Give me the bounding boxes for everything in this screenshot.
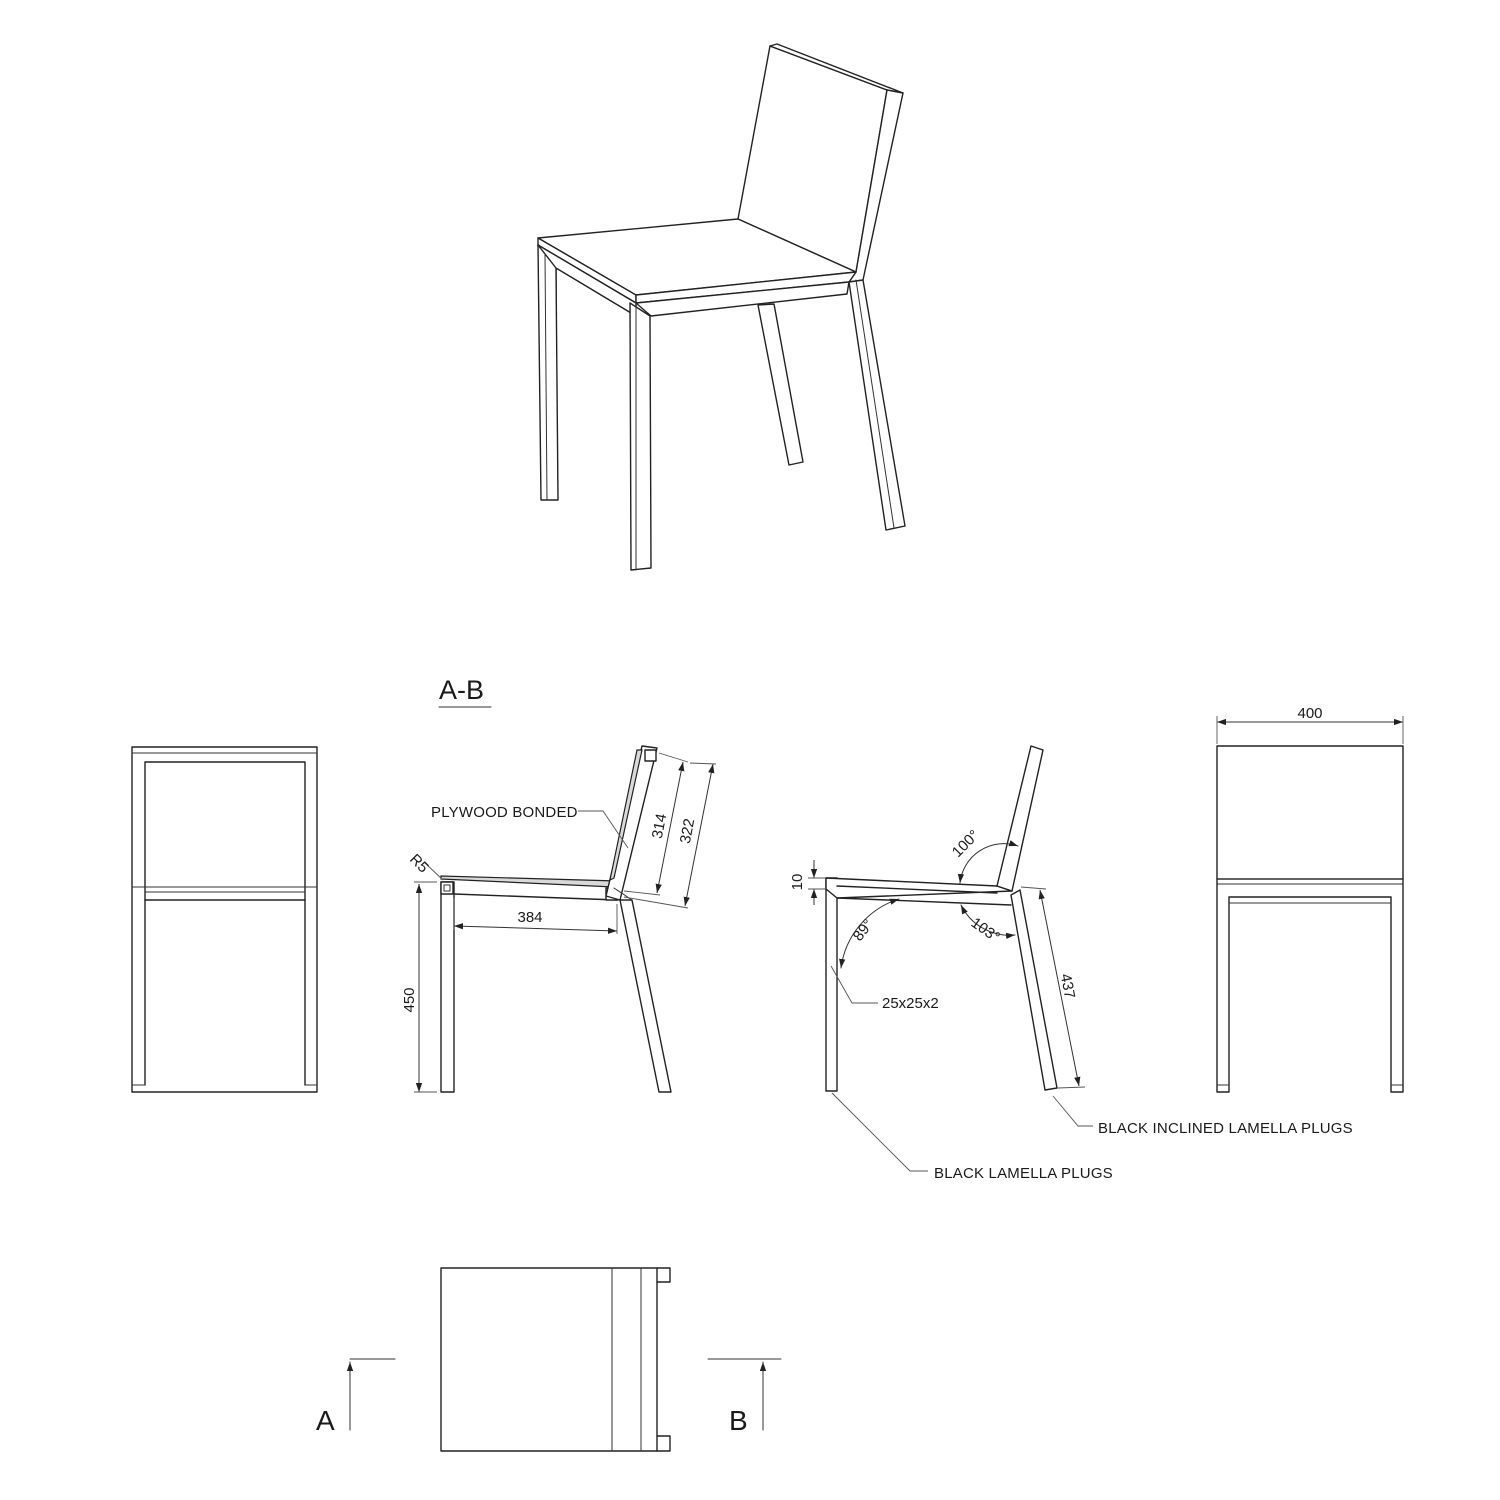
angle-back: 100° [948, 826, 983, 861]
section-view [401, 746, 716, 1092]
dim-seat-depth: 384 [517, 909, 543, 926]
note-profile: 25x25x2 [882, 995, 939, 1012]
angle-front-leg: 89° [849, 916, 878, 945]
marker-b-label: B [729, 1405, 748, 1436]
front-view [132, 747, 317, 1092]
dim-seat-thickness: 10 [789, 873, 806, 891]
dim-corner-radius: R5 [406, 850, 432, 877]
dim-rear-leg: 437 [1056, 972, 1079, 1001]
plan-view [441, 1268, 670, 1451]
note-inclined-plugs: BLACK INCLINED LAMELLA PLUGS [1098, 1120, 1353, 1137]
dim-back-length: 322 [676, 817, 699, 846]
note-plugs: BLACK LAMELLA PLUGS [934, 1165, 1113, 1182]
rear-view [1217, 705, 1403, 1092]
section-label: A-B [439, 675, 485, 705]
dim-seat-height: 450 [401, 987, 418, 1013]
isometric-view [538, 44, 905, 570]
angle-rear-leg: 103° [967, 914, 1003, 947]
dim-width: 400 [1297, 705, 1323, 722]
section-marker-b [708, 1359, 781, 1436]
marker-a-label: A [316, 1405, 335, 1436]
dim-back-height: 314 [648, 812, 671, 841]
section-marker-a [316, 1359, 395, 1436]
note-plywood: PLYWOOD BONDED [431, 804, 578, 821]
